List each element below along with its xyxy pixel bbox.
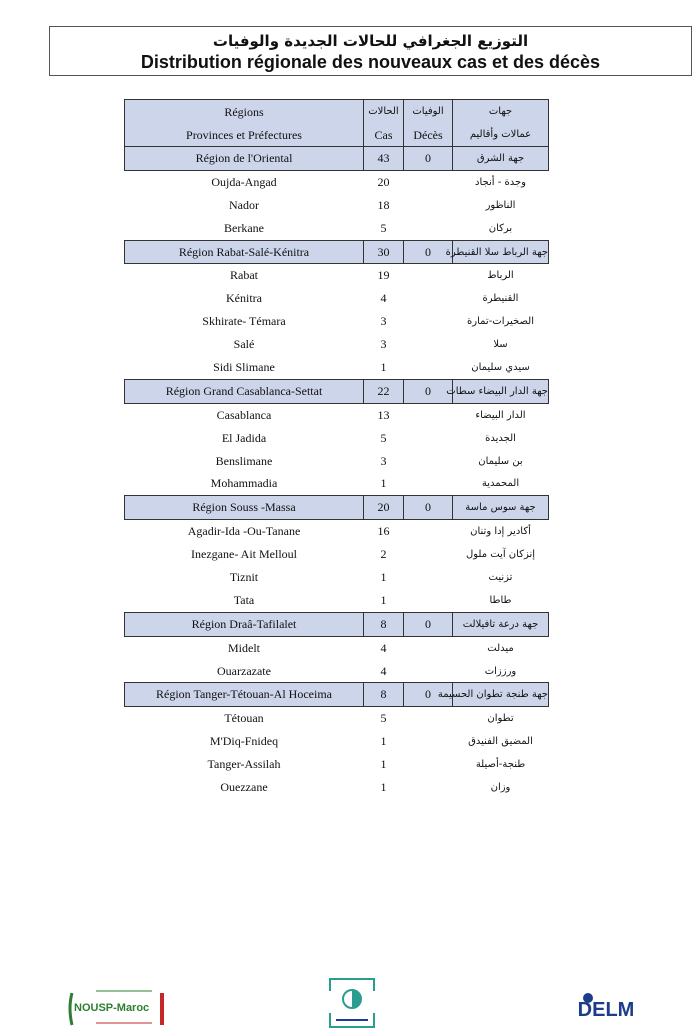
province-name-fr: Oujda-Angad bbox=[211, 174, 277, 189]
province-name-ar: بركان bbox=[488, 222, 513, 234]
province-name-ar: القنيطرة bbox=[482, 293, 519, 305]
province-deces bbox=[404, 589, 453, 612]
center-logo bbox=[326, 975, 378, 1031]
province-name-fr: Nador bbox=[229, 197, 259, 212]
province-row bbox=[125, 566, 549, 589]
province-row bbox=[125, 170, 549, 193]
province-name-fr: Rabat bbox=[230, 268, 258, 283]
region-deces: 0 bbox=[404, 379, 453, 403]
province-cas: 3 bbox=[380, 337, 387, 352]
region-name-fr: Région Draâ-Tafilalet bbox=[125, 612, 364, 636]
province-name-fr: Ouezzane bbox=[220, 779, 268, 794]
province-cas: 3 bbox=[380, 453, 387, 468]
province-name-ar: طاطا bbox=[489, 594, 512, 606]
province-deces bbox=[404, 310, 453, 333]
province-name-fr: Tanger-Assilah bbox=[207, 757, 281, 772]
province-deces bbox=[404, 776, 453, 799]
province-row bbox=[125, 217, 549, 240]
region-deces: 0 bbox=[404, 496, 453, 520]
province-cas: 20 bbox=[377, 174, 390, 189]
province-deces bbox=[404, 730, 453, 753]
province-name-fr: Tata bbox=[233, 592, 255, 607]
province-name-ar: سلا bbox=[493, 339, 508, 351]
region-deces: 0 bbox=[404, 612, 453, 636]
province-row bbox=[125, 520, 549, 543]
province-cas: 1 bbox=[380, 734, 387, 749]
footer-logos bbox=[0, 975, 699, 1033]
province-name-ar: الدار البيضاء bbox=[475, 409, 526, 421]
region-name-ar: جهة سوس ماسة bbox=[453, 496, 549, 520]
province-row bbox=[125, 730, 549, 753]
province-name-fr: Benslimane bbox=[215, 453, 273, 468]
province-name-ar: تزنيت bbox=[488, 571, 513, 583]
region-name-ar: جهة درعة تافيلالت bbox=[453, 612, 549, 636]
province-cas: 1 bbox=[380, 757, 387, 772]
province-cas: 16 bbox=[377, 524, 390, 539]
province-cas: 1 bbox=[380, 779, 387, 794]
province-name-fr: M'Diq-Fnideq bbox=[209, 734, 279, 749]
province-deces bbox=[404, 356, 453, 379]
province-name-fr: Ouarzazate bbox=[217, 663, 271, 678]
province-cas: 1 bbox=[380, 592, 387, 607]
province-deces bbox=[404, 636, 453, 659]
province-name-ar: أكادير إدا وتنان bbox=[470, 526, 531, 538]
province-deces bbox=[404, 753, 453, 776]
region-name-ar: جهة الدار البيضاء سطات bbox=[453, 379, 549, 403]
title-arabic: التوزيع الجغرافي للحالات الجديدة والوفيات bbox=[212, 32, 529, 50]
province-deces bbox=[404, 217, 453, 240]
province-cas: 5 bbox=[380, 711, 387, 726]
region-row bbox=[125, 496, 549, 520]
province-cas: 1 bbox=[380, 476, 387, 491]
province-name-fr: Kénitra bbox=[226, 291, 262, 306]
header-regions-ar: جهات bbox=[453, 100, 549, 124]
region-cas: 8 bbox=[364, 683, 404, 707]
province-row bbox=[125, 264, 549, 287]
province-deces bbox=[404, 194, 453, 217]
province-cas: 1 bbox=[380, 359, 387, 374]
province-name-ar: الصخيرات-تمارة bbox=[467, 316, 534, 328]
province-row bbox=[125, 472, 549, 495]
province-name-ar: المحمدية bbox=[481, 478, 520, 490]
province-name-ar: طنجة-أصيلة bbox=[475, 759, 526, 771]
header-row-1 bbox=[125, 100, 549, 124]
region-deces: 0 bbox=[404, 147, 453, 171]
province-row bbox=[125, 753, 549, 776]
province-cas: 13 bbox=[377, 407, 390, 422]
province-deces bbox=[404, 660, 453, 683]
header-provinces-ar: عمالات وأقاليم bbox=[453, 123, 549, 147]
province-cas: 18 bbox=[377, 197, 390, 212]
province-name-ar: الجديدة bbox=[485, 432, 516, 444]
province-name-ar: الناظور bbox=[485, 199, 516, 211]
region-row bbox=[125, 147, 549, 171]
region-name-fr: Région Grand Casablanca-Settat bbox=[125, 379, 364, 403]
region-deces: 0 bbox=[404, 240, 453, 264]
header-row-2 bbox=[125, 123, 549, 147]
region-row bbox=[125, 612, 549, 636]
province-row bbox=[125, 450, 549, 473]
province-deces bbox=[404, 472, 453, 495]
province-deces bbox=[404, 333, 453, 356]
province-name-fr: Sidi Slimane bbox=[213, 359, 275, 374]
province-name-ar: تطوان bbox=[487, 713, 514, 725]
province-name-ar: ورززات bbox=[484, 665, 517, 677]
region-cas: 8 bbox=[364, 612, 404, 636]
header-cas-fr: Cas bbox=[364, 123, 404, 147]
province-deces bbox=[404, 287, 453, 310]
nousp-logo-text: NOUSP-Maroc bbox=[74, 1002, 150, 1014]
region-name-ar: جهة الشرق bbox=[453, 147, 549, 171]
region-deces: 0 bbox=[404, 683, 453, 707]
region-row bbox=[125, 683, 549, 707]
region-name-fr: Région Rabat-Salé-Kénitra bbox=[125, 240, 364, 264]
region-name-fr: Région de l'Oriental bbox=[125, 147, 364, 171]
province-name-ar: وجدة - أنجاد bbox=[475, 176, 526, 188]
center-logo-icon bbox=[326, 975, 378, 1031]
province-name-ar: سيدي سليمان bbox=[471, 361, 530, 373]
province-name-fr: Skhirate- Témara bbox=[202, 314, 286, 329]
region-name-ar: جهة طنجة تطوان الحسيمة bbox=[453, 683, 549, 707]
province-row bbox=[125, 707, 549, 730]
region-cas: 30 bbox=[364, 240, 404, 264]
province-row bbox=[125, 403, 549, 426]
province-name-ar: ميدلت bbox=[487, 642, 514, 654]
province-name-fr: Mohammadia bbox=[210, 476, 278, 491]
province-row bbox=[125, 427, 549, 450]
province-row bbox=[125, 287, 549, 310]
province-deces bbox=[404, 170, 453, 193]
province-deces bbox=[404, 427, 453, 450]
province-row bbox=[125, 776, 549, 799]
title-french: Distribution régionale des nouveaux cas et des décès bbox=[140, 52, 601, 72]
province-cas: 1 bbox=[380, 569, 387, 584]
province-cas: 3 bbox=[380, 314, 387, 329]
title-box bbox=[49, 26, 692, 76]
nousp-maroc-logo bbox=[66, 987, 166, 1029]
province-name-fr: Casablanca bbox=[216, 407, 272, 422]
distribution-table bbox=[124, 99, 549, 799]
header-regions-fr: Régions bbox=[125, 100, 364, 124]
region-row bbox=[125, 240, 549, 264]
province-row bbox=[125, 660, 549, 683]
province-name-fr: Agadir-Ida -Ou-Tanane bbox=[187, 524, 301, 539]
region-name-fr: Région Tanger-Tétouan-Al Hoceima bbox=[125, 683, 364, 707]
region-name-fr: Région Souss -Massa bbox=[125, 496, 364, 520]
province-row bbox=[125, 589, 549, 612]
province-row bbox=[125, 333, 549, 356]
province-deces bbox=[404, 403, 453, 426]
delm-logo-text: DELM bbox=[577, 999, 635, 1021]
province-name-ar: المضيق الفنيدق bbox=[468, 736, 533, 748]
region-cas: 22 bbox=[364, 379, 404, 403]
province-cas: 4 bbox=[380, 291, 387, 306]
province-name-ar: بن سليمان bbox=[478, 455, 523, 467]
province-row bbox=[125, 356, 549, 379]
province-row bbox=[125, 310, 549, 333]
province-deces bbox=[404, 520, 453, 543]
province-name-fr: El Jadida bbox=[221, 430, 267, 445]
province-row bbox=[125, 543, 549, 566]
delm-logo bbox=[574, 989, 638, 1033]
province-name-fr: Salé bbox=[233, 337, 255, 352]
province-deces bbox=[404, 450, 453, 473]
province-cas: 4 bbox=[380, 663, 387, 678]
province-name-ar: وزان bbox=[490, 781, 511, 793]
region-row bbox=[125, 379, 549, 403]
region-name-ar: جهة الرباط سلا القنيطرة bbox=[453, 240, 549, 264]
province-cas: 5 bbox=[380, 430, 387, 445]
province-name-ar: إنزكان آيت ملول bbox=[465, 549, 536, 561]
province-cas: 2 bbox=[380, 547, 387, 562]
province-name-fr: Tétouan bbox=[224, 711, 264, 726]
province-cas: 19 bbox=[377, 268, 390, 283]
province-row bbox=[125, 636, 549, 659]
province-name-fr: Midelt bbox=[228, 640, 260, 655]
region-cas: 43 bbox=[364, 147, 404, 171]
province-name-fr: Tiznit bbox=[229, 569, 259, 584]
header-cas-ar: الحالات bbox=[364, 100, 404, 124]
province-deces bbox=[404, 566, 453, 589]
header-deces-ar: الوفيات bbox=[404, 100, 453, 124]
header-provinces-fr: Provinces et Préfectures bbox=[125, 123, 364, 147]
province-deces bbox=[404, 264, 453, 287]
province-name-fr: Inezgane- Ait Melloul bbox=[191, 547, 297, 562]
province-deces bbox=[404, 707, 453, 730]
province-cas: 5 bbox=[380, 220, 387, 235]
province-row bbox=[125, 194, 549, 217]
province-cas: 4 bbox=[380, 640, 387, 655]
header-deces-fr: Décès bbox=[404, 123, 453, 147]
region-cas: 20 bbox=[364, 496, 404, 520]
province-name-fr: Berkane bbox=[224, 220, 264, 235]
province-name-ar: الرباط bbox=[487, 270, 514, 282]
province-deces bbox=[404, 543, 453, 566]
